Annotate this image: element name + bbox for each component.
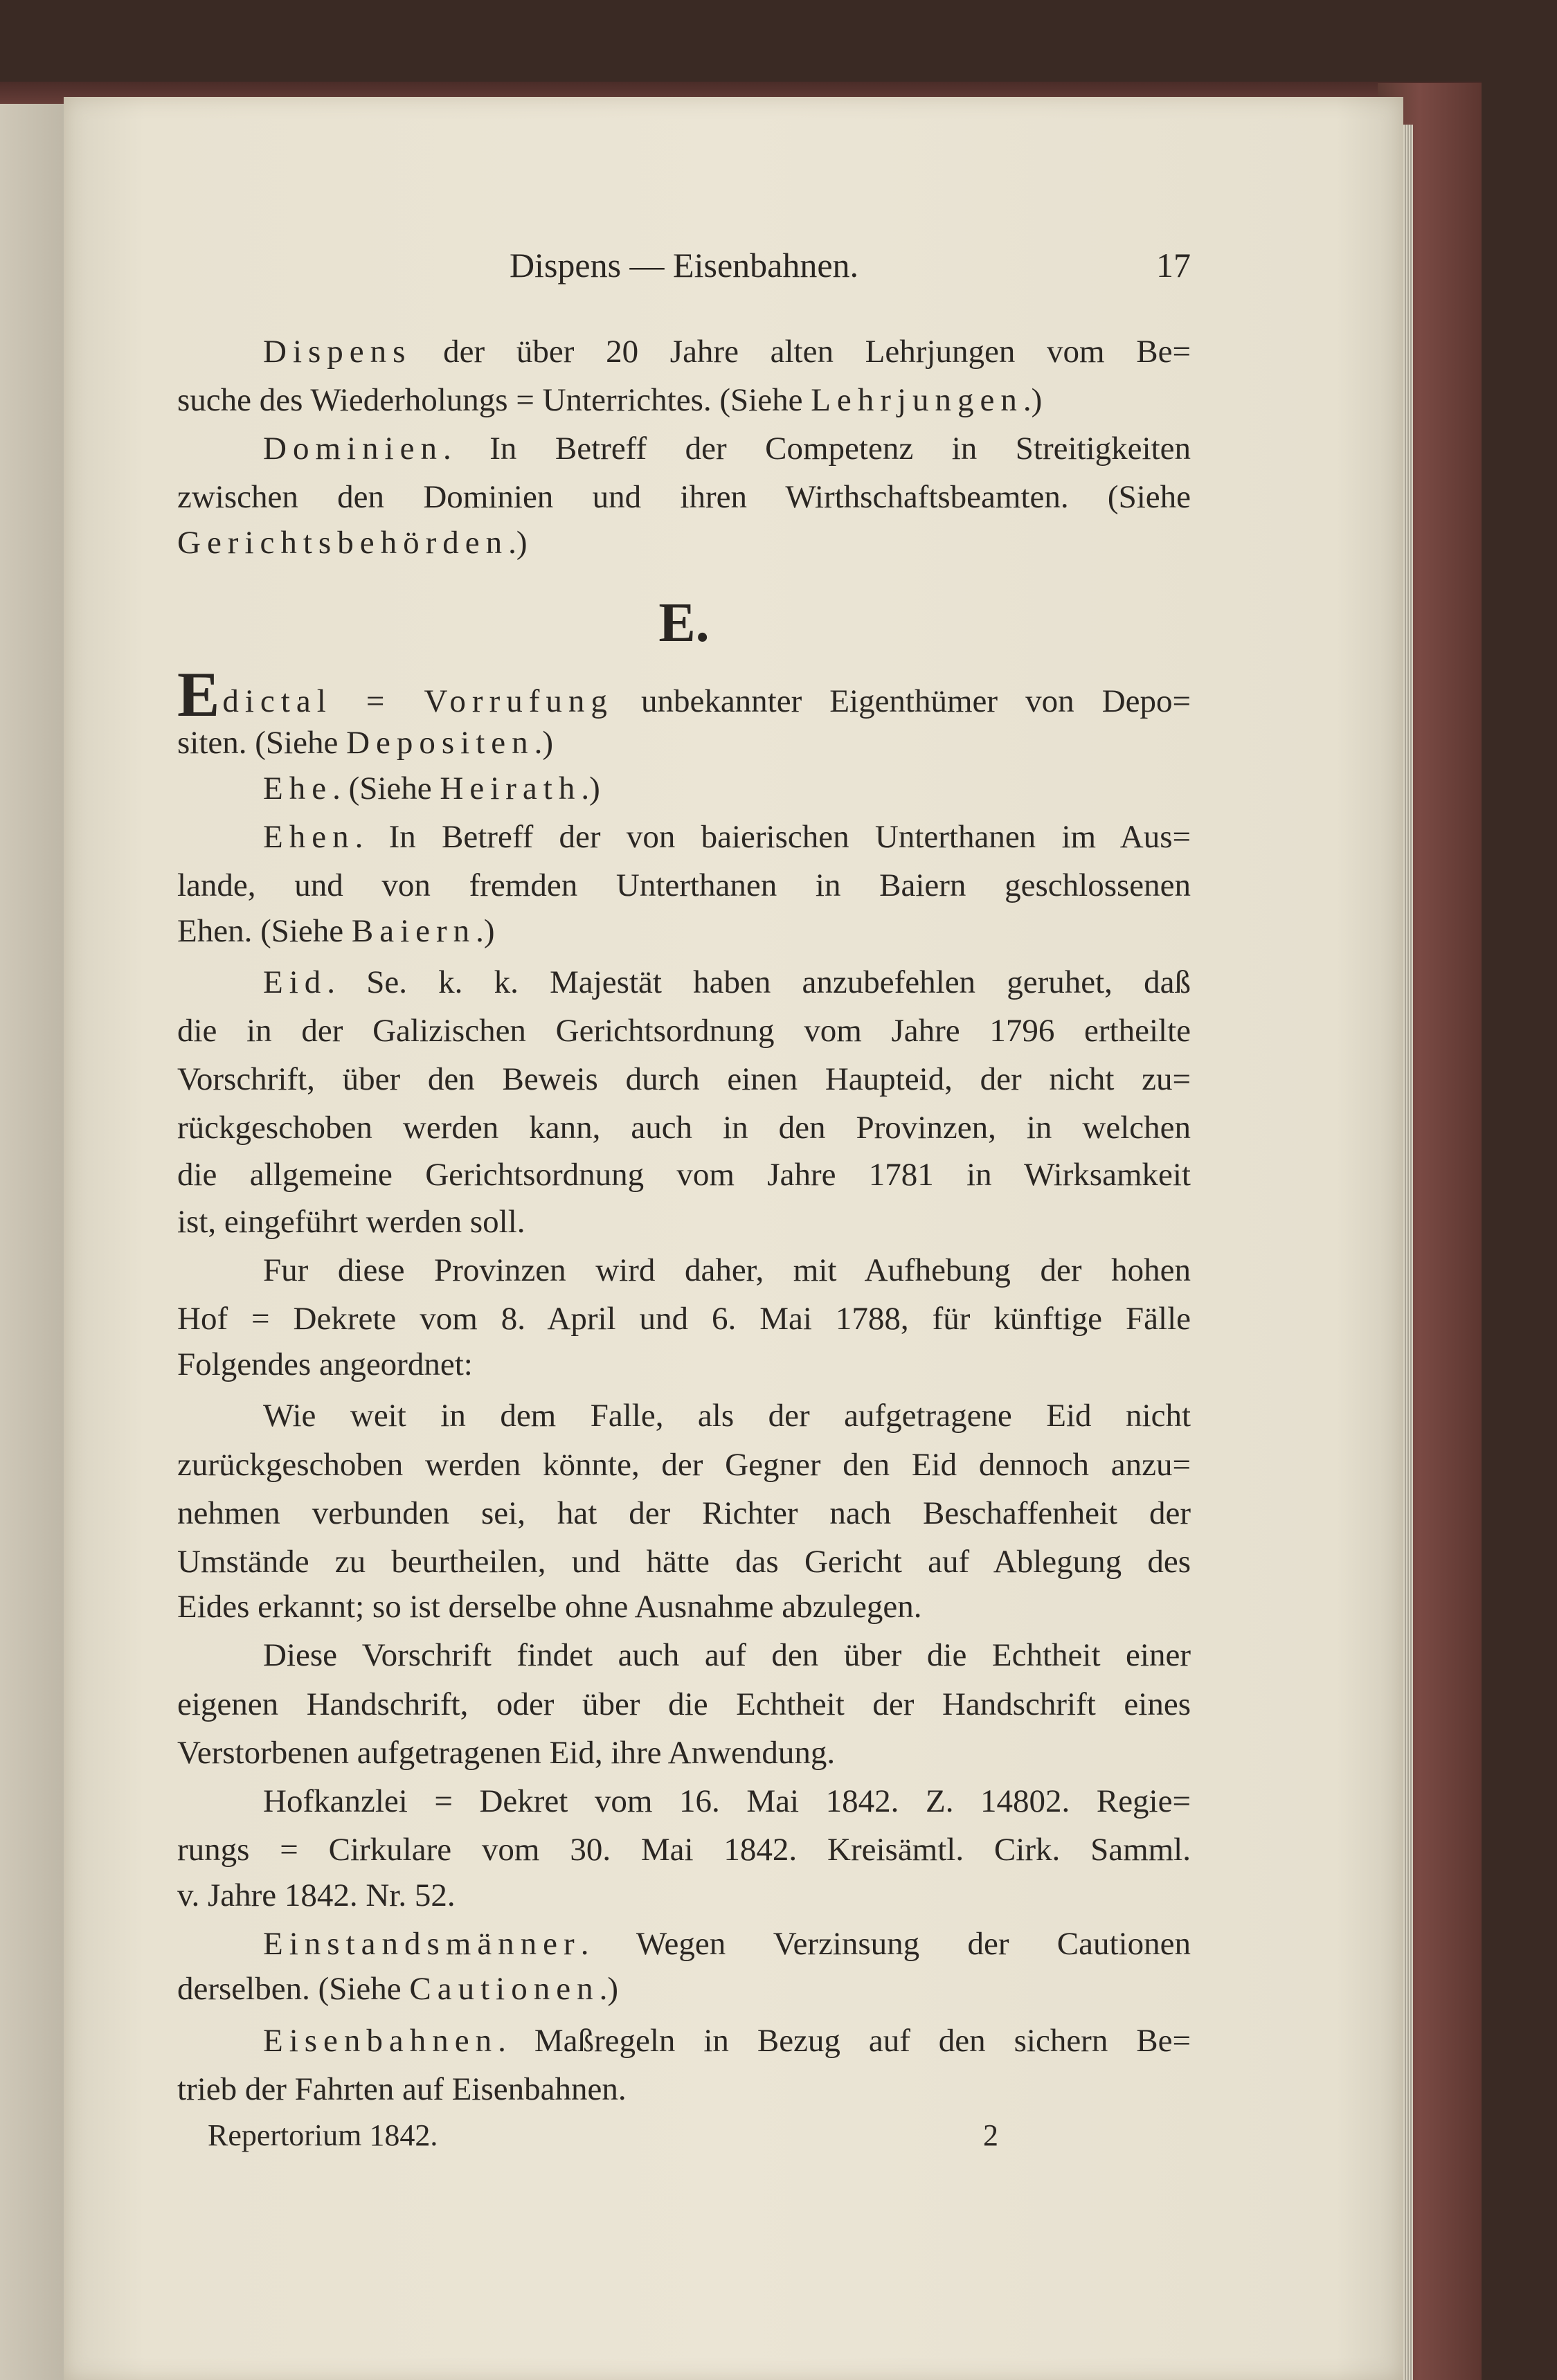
text-segment: rungs = Cirkulare vom 30. Mai 1842. Kreisämtl. Cirk. Samml.	[177, 1832, 1191, 1868]
page-stack-edge	[1403, 125, 1413, 2380]
text-segment: eigenen Handschrift, oder über die Echtheit der Handschrift eines	[177, 1686, 1191, 1722]
facing-page-edge	[0, 104, 69, 2380]
page-number: 17	[1156, 246, 1191, 285]
text-line	[177, 1828, 1191, 1871]
section-letter: E.	[658, 593, 710, 653]
entry-term: Eid	[263, 964, 327, 1000]
text-line	[177, 1343, 1191, 1386]
entry-term: Lehrjungen	[811, 382, 1023, 418]
text-line	[177, 1106, 1191, 1149]
text-line	[177, 1153, 1191, 1196]
text-segment: Verstorbenen aufgetragenen Eid, ihre Anwendung.	[177, 1735, 836, 1771]
text-line	[177, 910, 1191, 953]
text-segment: .)	[599, 1971, 618, 2007]
text-line	[177, 1443, 1191, 1486]
text-line	[263, 2019, 1191, 2062]
text-line	[177, 1058, 1191, 1101]
text-line	[177, 1200, 1191, 1243]
text-segment: Hofkanzlei = Dekret vom 16. Mai 1842. Z. 14802. Regie=	[263, 1783, 1191, 1819]
entry-term: Heirath	[440, 770, 582, 806]
entry-term: dictal = Vorrufung	[222, 683, 613, 719]
entry-term: Depositen	[346, 725, 534, 761]
text-segment: Umstände zu beurtheilen, und hätte das Gericht auf Ablegung des	[177, 1544, 1191, 1580]
text-line	[263, 330, 1191, 373]
text-segment: .)	[476, 913, 495, 949]
entry-term: Dispens	[263, 334, 412, 370]
text-segment: rückgeschoben werden kann, auch in den Provinzen, in welchen	[177, 1110, 1191, 1146]
sheet-number: 2	[983, 2118, 998, 2152]
text-segment: Fur diese Provinzen wird daher, mit Aufhebung der hohen	[263, 1252, 1191, 1288]
text-line	[177, 1009, 1191, 1052]
text-segment: .)	[534, 725, 554, 761]
entry-term: Cautionen	[409, 1971, 600, 2007]
text-segment: siten. (Siehe	[177, 725, 347, 761]
entry-term: Eisenbahnen	[263, 2023, 498, 2059]
text-line	[263, 1780, 1191, 1823]
text-segment: Folgendes angeordnet:	[177, 1346, 473, 1382]
text-segment: zurückgeschoben werden könnte, der Gegner den Eid dennoch anzu=	[177, 1447, 1191, 1483]
text-line	[177, 521, 1191, 564]
text-line	[177, 864, 1191, 907]
text-segment: Hof = Dekrete vom 8. April und 6. Mai 1788, für künftige Fälle	[177, 1301, 1191, 1337]
text-line	[177, 379, 1191, 422]
entry-term: Gerichtsbehörden	[177, 525, 509, 561]
text-line	[177, 476, 1191, 519]
text-line	[177, 1297, 1191, 1340]
text-line	[263, 427, 1191, 470]
entry-term: Dominien	[263, 431, 443, 467]
text-segment: Diese Vorschrift findet auch auf den über die Echtheit einer	[263, 1637, 1191, 1673]
text-line	[177, 1731, 1191, 1774]
text-segment: derselben. (Siehe	[177, 1971, 410, 2007]
drop-cap: E	[177, 659, 220, 730]
text-segment: Ehen. (Siehe	[177, 913, 352, 949]
text-segment: ist, eingeführt werden soll.	[177, 1204, 525, 1240]
text-line	[263, 961, 1191, 1004]
footer-signature: Repertorium 1842.	[208, 2118, 438, 2152]
text-line	[263, 1922, 1191, 1965]
entry-term: Baiern	[351, 913, 476, 949]
text-segment: die in der Galizischen Gerichtsordnung vom Jahre 1796 ertheilte	[177, 1013, 1191, 1049]
text-line	[177, 1874, 1191, 1917]
text-line	[177, 1683, 1191, 1726]
text-line	[177, 659, 1191, 730]
text-line	[263, 1394, 1191, 1437]
text-segment: Eides erkannt; so ist derselbe ohne Ausnahme abzulegen.	[177, 1589, 922, 1625]
text-line	[177, 1492, 1191, 1535]
text-segment: lande, und von fremden Unterthanen in Baiern geschlossenen	[177, 867, 1191, 903]
text-segment: .)	[508, 525, 528, 561]
text-segment: . Maßregeln in Bezug auf den sichern Be=	[498, 2023, 1191, 2059]
text-segment: . Se. k. k. Majestät haben anzubefehlen geruhet, daß	[327, 964, 1191, 1000]
text-segment: Vorschrift, über den Beweis durch einen Haupteid, der nicht zu=	[177, 1061, 1191, 1097]
text-segment: Wie weit in dem Falle, als der aufgetragene Eid nicht	[263, 1398, 1191, 1434]
text-segment: die allgemeine Gerichtsordnung vom Jahre 1781 in Wirksamkeit	[177, 1157, 1191, 1193]
text-segment: . In Betreff der Competenz in Streitigkeiten	[442, 431, 1191, 467]
text-segment: . (Siehe	[332, 770, 440, 806]
text-line	[177, 721, 1191, 764]
text-line	[177, 2068, 1191, 2111]
entry-term: Ehe	[263, 770, 333, 806]
text-segment: trieb der Fahrten auf Eisenbahnen.	[177, 2071, 627, 2107]
text-line	[177, 1540, 1191, 1583]
text-segment: v. Jahre 1842. Nr. 52.	[177, 1877, 456, 1913]
text-line	[263, 767, 1191, 810]
text-segment: . In Betreff der von baierischen Unterthanen im Aus=	[354, 819, 1191, 855]
text-line	[177, 1585, 1191, 1628]
text-line	[263, 1249, 1191, 1292]
text-segment: .)	[1023, 382, 1043, 418]
text-segment: nehmen verbunden sei, hat der Richter nach Beschaffenheit der	[177, 1495, 1191, 1531]
text-segment: . Wegen Verzinsung der Cautionen	[580, 1926, 1191, 1962]
text-line	[263, 1634, 1191, 1677]
entry-term: Ehen	[263, 819, 355, 855]
text-segment: unbekannter Eigenthümer von Depo=	[613, 683, 1191, 719]
entry-term: Einstandsmänner	[263, 1926, 581, 1962]
text-line	[177, 1967, 1191, 2010]
text-segment: zwischen den Dominien und ihren Wirthschaftsbeamten. (Siehe	[177, 479, 1191, 515]
text-segment: der über 20 Jahre alten Lehrjungen vom Be=	[411, 334, 1191, 370]
text-segment: suche des Wiederholungs = Unterrichtes. (Siehe	[177, 382, 811, 418]
running-header: Dispens — Eisenbahnen.	[509, 246, 859, 285]
text-segment: .)	[581, 770, 600, 806]
text-line	[263, 815, 1191, 858]
